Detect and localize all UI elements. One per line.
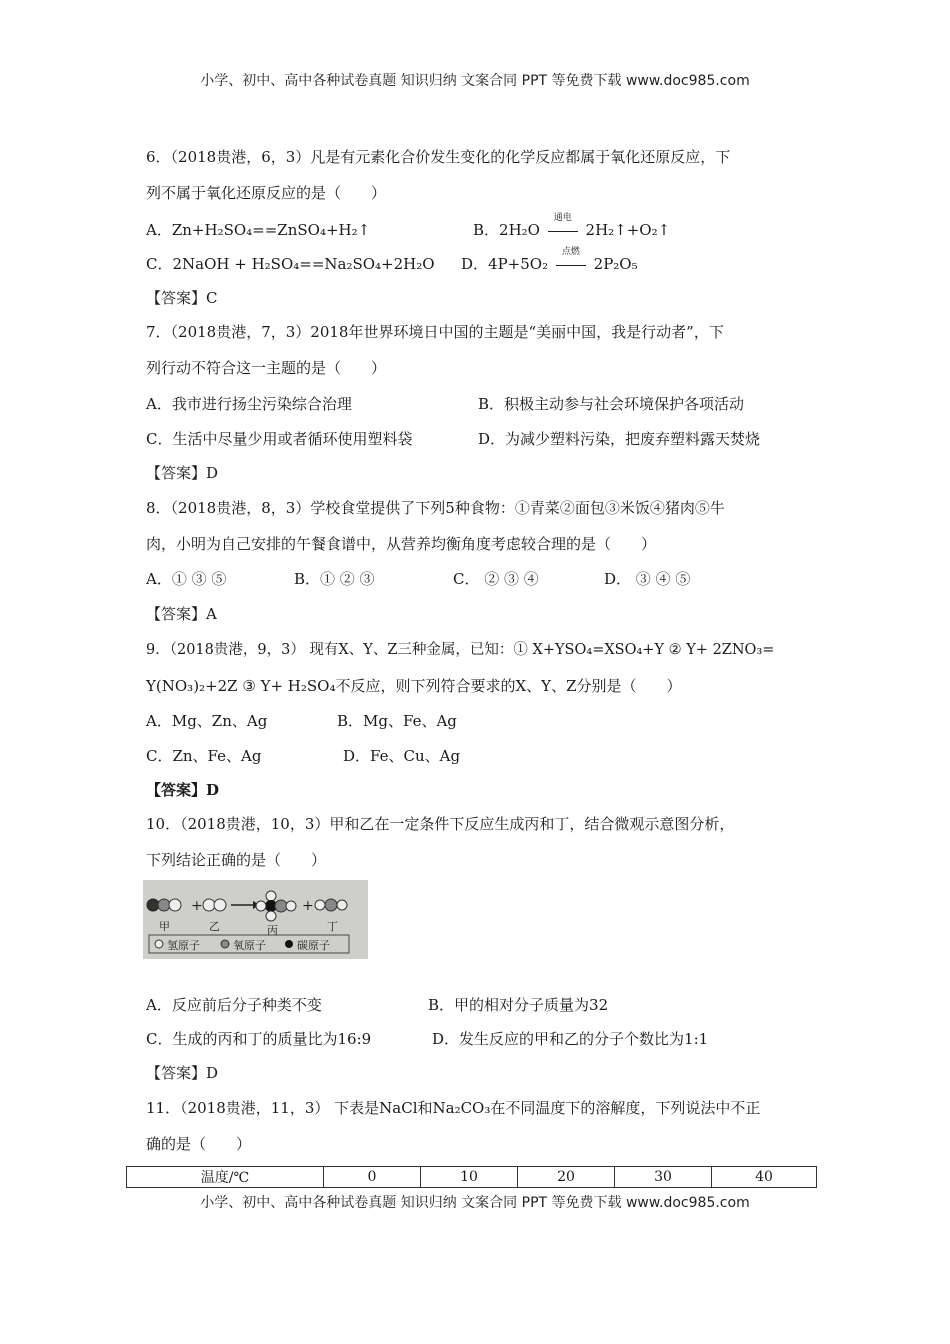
svg-text:+: +	[191, 898, 203, 914]
q6-stem-line1: 6．（2018贵港，6，3）凡是有元素化合价发生变化的化学反应都属于氧化还原反应，下	[146, 148, 731, 166]
q8-option-a: A．① ③ ⑤	[146, 570, 227, 588]
q11-stem-line2: 确的是（ ）	[146, 1135, 252, 1153]
q6-option-d	[461, 247, 638, 274]
q9-stem-line1: 9．（2018贵港，9，3） 现有X、Y、Z三种金属，已知：① X+YSO₄=XSO₄+Y ② Y+ 2ZNO₃=	[146, 642, 775, 658]
q10-option-c: C．生成的丙和丁的质量比为16:9	[146, 1030, 372, 1048]
legend-hydrogen: 氢原子	[167, 939, 200, 952]
q7-option-b: B．积极主动参与社会环境保护各项活动	[478, 395, 745, 413]
q6-stem-line2: 列不属于氧化还原反应的是（ ）	[146, 184, 387, 202]
microscopic-diagram	[143, 880, 368, 959]
q9-option-b: B．Mg、Fe、Ag	[337, 712, 457, 730]
q8-stem-line2: 肉，小明为自己安排的午餐食谱中，从营养均衡角度考虑较合理的是（ ）	[146, 535, 657, 553]
legend-oxygen: 氧原子	[233, 939, 266, 952]
q6-option-c: C．2NaOH + H₂SO₄==Na₂SO₄+2H₂O	[146, 255, 435, 273]
q9-answer: 【答案】D	[146, 781, 220, 799]
q6-option-b-condition-text: 通电	[553, 213, 572, 223]
q9-option-a: A．Mg、Zn、Ag	[146, 712, 268, 730]
legend-carbon: 碳原子	[297, 939, 330, 952]
q9-option-c: C．Zn、Fe、Ag	[146, 747, 262, 765]
table-cell: 20	[518, 1167, 615, 1188]
table-cell: 30	[615, 1167, 712, 1188]
q8-stem-line1: 8．（2018贵港，8，3）学校食堂提供了下列5种食物：①青菜②面包③米饭④猪肉⑤牛	[146, 499, 725, 517]
page-footer: 小学、初中、高中各种试卷真题 知识归纳 文案合同 PPT 等免费下载 www.doc985.com	[200, 1195, 750, 1211]
q9-option-d: D．Fe、Cu、Ag	[343, 747, 461, 765]
q8-option-c: C． ② ③ ④	[453, 570, 539, 588]
page-header: 小学、初中、高中各种试卷真题 知识归纳 文案合同 PPT 等免费下载 www.doc985.com	[200, 73, 750, 89]
q11-stem-line1: 11．（2018贵港，11，3） 下表是NaCl和Na₂CO₃在不同温度下的溶解度，下列说法中不正	[146, 1099, 761, 1117]
fig-label-jia: 甲	[159, 920, 170, 933]
table-cell: 40	[712, 1167, 817, 1188]
fig-label-bing: 丙	[267, 924, 278, 937]
q6-answer: 【答案】C	[146, 289, 218, 307]
q7-stem-line1: 7．（2018贵港，7，3）2018年世界环境日中国的主题是“美丽中国，我是行动者”，下	[146, 323, 724, 341]
q10-stem-line1: 10．（2018贵港，10，3）甲和乙在一定条件下反应生成丙和丁，结合微观示意图分析，	[146, 815, 735, 833]
q6-option-b	[473, 213, 671, 240]
q6-option-a: A．Zn+H₂SO₄==ZnSO₄+H₂↑	[146, 221, 371, 239]
q10-option-d: D．发生反应的甲和乙的分子个数比为1:1	[432, 1030, 709, 1048]
q9-stem-line2: Y(NO₃)₂+2Z ③ Y+ H₂SO₄不反应，则下列符合要求的X、Y、Z分别是（ ）	[146, 677, 682, 695]
table-cell: 0	[324, 1167, 421, 1188]
q8-option-d: D． ③ ④ ⑤	[604, 570, 691, 588]
q8-answer: 【答案】A	[146, 605, 217, 623]
q10-option-b: B．甲的相对分子质量为32	[428, 996, 609, 1014]
fig-label-ding: 丁	[327, 920, 338, 933]
q10-option-a: A．反应前后分子种类不变	[146, 996, 322, 1014]
solubility-table	[126, 1166, 817, 1188]
q10-answer: 【答案】D	[146, 1064, 219, 1082]
table-cell: 温度/℃	[127, 1167, 324, 1188]
q6-option-d-product: 2P₂O₅	[593, 255, 638, 273]
q6-option-d-reactant: D．4P+5O₂	[461, 255, 549, 273]
q7-option-d: D．为减少塑料污染，把废弃塑料露天焚烧	[478, 430, 761, 448]
q7-stem-line2: 列行动不符合这一主题的是（ ）	[146, 359, 387, 377]
q6-option-d-condition-text: 点燃	[561, 247, 580, 257]
q6-option-b-product: 2H₂↑+O₂↑	[585, 221, 671, 239]
fig-label-yi: 乙	[209, 920, 220, 933]
svg-text:+: +	[302, 898, 314, 914]
q10-stem-line2: 下列结论正确的是（ ）	[146, 851, 327, 869]
q6-option-b-condition	[545, 213, 581, 240]
q7-answer: 【答案】D	[146, 464, 219, 482]
q7-option-c: C．生活中尽量少用或者循环使用塑料袋	[146, 430, 413, 448]
q7-option-a: A．我市进行扬尘污染综合治理	[146, 395, 352, 413]
q6-option-d-condition	[553, 247, 589, 274]
table-header-row	[127, 1167, 817, 1188]
q6-option-b-reactant: B．2H₂O	[473, 221, 540, 239]
table-cell: 10	[421, 1167, 518, 1188]
q8-option-b: B．① ② ③	[294, 570, 375, 588]
